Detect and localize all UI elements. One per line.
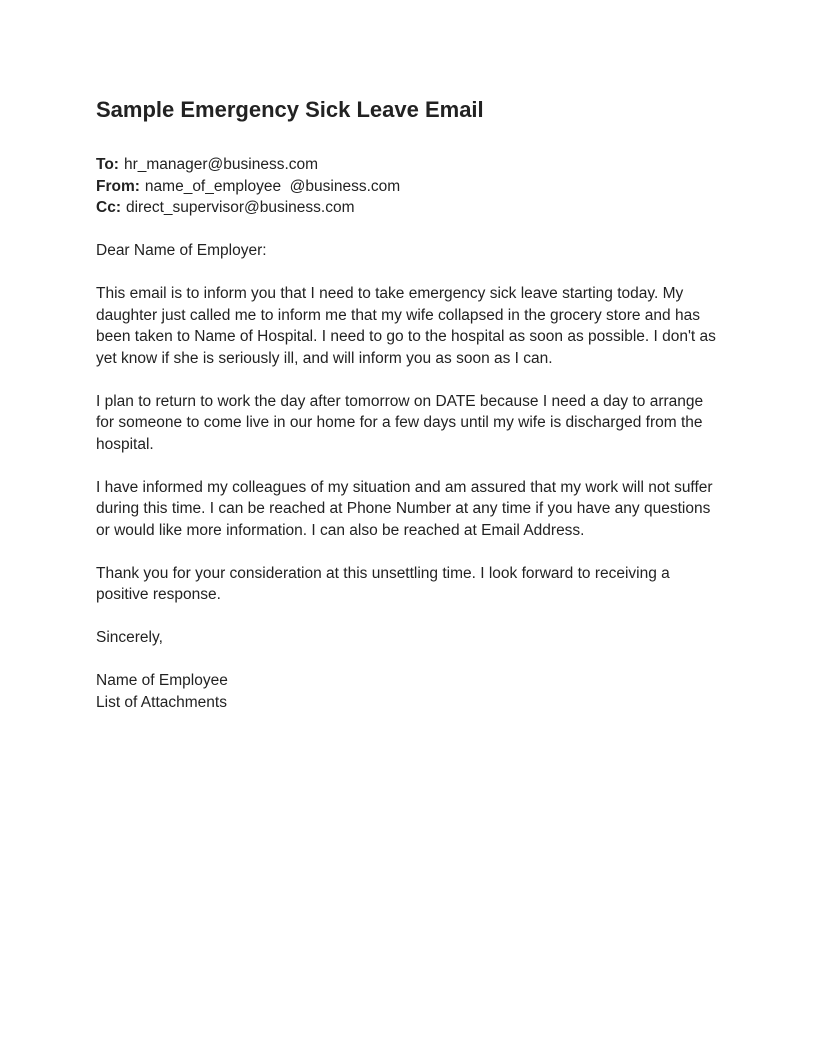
from-line [96,176,716,198]
cc-label: Cc: [96,199,121,216]
email-body [96,240,716,713]
email-headers [96,154,716,219]
document-page [96,94,716,713]
signature-block [96,670,716,713]
body-paragraph-3: I have informed my colleagues of my situation and am assured that my work will not suffer during this time. I can be reached at Phone Number at any time if you have any questions or would like more information. I can also be reached at Email Address. [96,478,713,539]
salutation: Dear Name of Employer: [96,242,267,259]
cc-line [96,197,716,219]
document-title: Sample Emergency Sick Leave Email [96,97,484,122]
body-paragraph-2: I plan to return to work the day after tomorrow on DATE because I need a day to arrange for someone to come live in our home for a few days until my wife is discharged from the hospital. [96,392,704,453]
cc-value: direct_supervisor@business.com [125,199,355,216]
from-label: From: [96,177,140,195]
signature-name: Name of Employee [96,672,228,689]
attachments-line: List of Attachments [96,693,227,711]
to-line [96,154,716,176]
body-paragraph-4: Thank you for your consideration at this unsettling time. I look forward to receiving a positive response. [96,564,670,603]
to-value: hr_manager@business.com [123,156,319,173]
closing: Sincerely, [96,629,163,646]
body-paragraph-1: This email is to inform you that I need to take emergency sick leave starting today. My daughter just called me to inform me that my wife collapsed in the grocery store and has been taken to Name of Hospital. I need to go to the hospital as soon as possible. I don't as yet know if she is seriously ill, and will inform you as soon as I can. [96,285,716,367]
to-label: To: [96,156,119,173]
from-value: name_of_employee @business.com [144,177,401,195]
